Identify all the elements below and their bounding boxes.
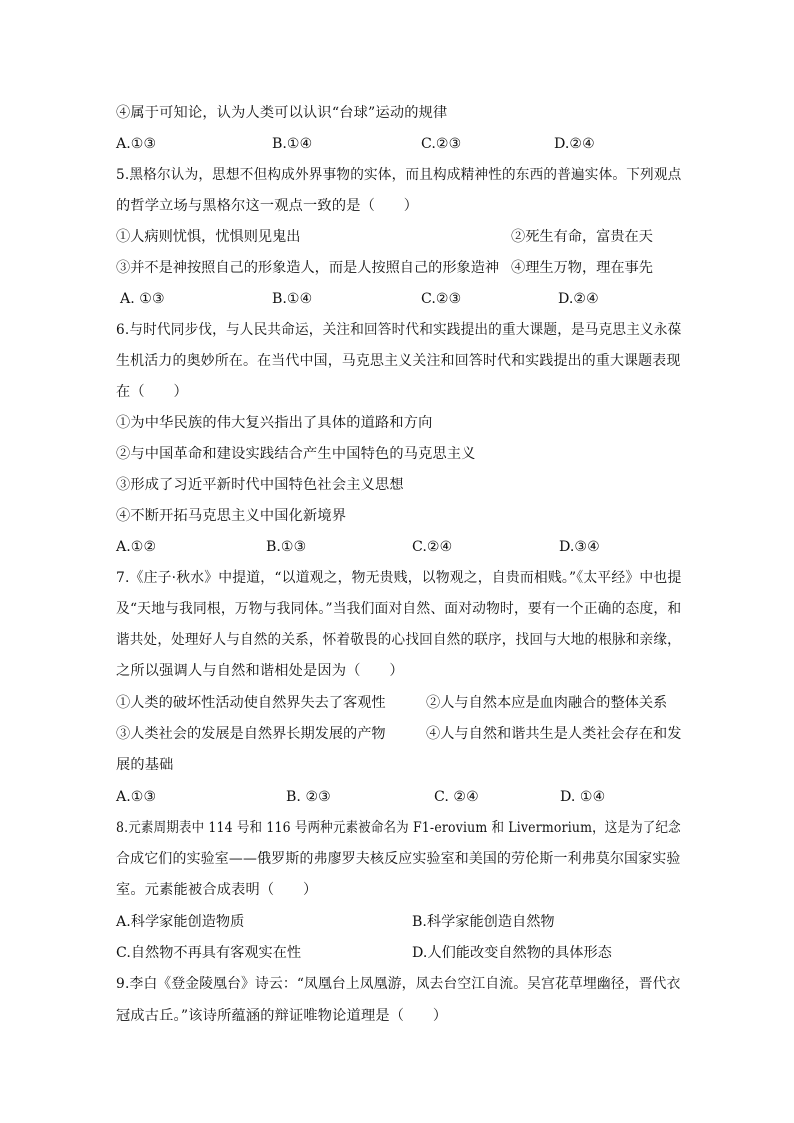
q5-stem-line-2: 的哲学立场与黑格尔这一观点一致的是（ ） bbox=[116, 198, 419, 214]
q7-item-4-continued: 展的基础 bbox=[116, 757, 174, 773]
q5-option-b[interactable]: B.①④ bbox=[272, 291, 313, 307]
q5-item-4: ④理生万物，理在事先 bbox=[511, 260, 653, 276]
q7-option-d[interactable]: D. ①④ bbox=[560, 789, 606, 805]
q6-stem-line-1: 6.与时代同步伐，与人民共命运，关注和回答时代和实践提出的重大课题，是马克思主义永葆 bbox=[116, 322, 682, 338]
q8-stem-line-3: 室。元素能被合成表明（ ） bbox=[116, 882, 318, 898]
q6-stem-line-3: 在（ ） bbox=[116, 384, 188, 400]
q7-option-b[interactable]: B. ②③ bbox=[286, 789, 331, 805]
q5-item-3: ③并不是神按照自己的形象造人，而是人按照自己的形象造神 bbox=[116, 260, 500, 276]
q7-stem-line-3: 谐共处，处理好人与自然的关系，怀着敬畏的心找回自然的联序，找回与大地的根脉和亲缘， bbox=[116, 632, 681, 648]
q5-option-a[interactable]: A. ①③ bbox=[120, 291, 165, 307]
q8-option-d[interactable]: D.人们能改变自然物的具体形态 bbox=[412, 945, 612, 961]
q7-stem-line-1: 7.《庄子·秋水》中提道，“以道观之，物无贵贱，以物观之，自贵而相贱。”《太平经》中也提 bbox=[116, 570, 682, 586]
q6-option-c[interactable]: C.②④ bbox=[412, 539, 453, 555]
q5-option-d[interactable]: D.②④ bbox=[558, 291, 599, 307]
q9-stem-line-1: 9.李白《登金陵凰台》诗云：“凤凰台上凤凰游，凤去台空江自流。吴宫花草埋幽径，晋代衣 bbox=[116, 976, 681, 992]
q5-item-2: ②死生有命，富贵在天 bbox=[511, 229, 653, 245]
q5-stem-line-1: 5.黑格尔认为，思想不但构成外界事物的实体，而且构成精神性的东西的普遍实体。下列观点 bbox=[116, 167, 682, 183]
q9-stem-line-2: 冠成古丘。”该诗所蕴涵的辩证唯物论道理是（ ） bbox=[116, 1008, 448, 1024]
q6-option-a[interactable]: A.①② bbox=[116, 539, 157, 555]
q8-stem-line-1: 8.元素周期表中 114 号和 116 号两种元素被命名为 F1-erovium 和 Livermorium，这是为了纪念 bbox=[116, 820, 681, 836]
q6-option-d[interactable]: D.③④ bbox=[559, 539, 600, 555]
q4-item-4: ④属于可知论，认为人类可以认识“台球”运动的规律 bbox=[116, 105, 448, 121]
q8-option-b[interactable]: B.科学家能创造自然物 bbox=[412, 914, 555, 930]
q7-item-1: ①人类的破坏性活动使自然界失去了客观性 bbox=[116, 695, 386, 711]
q6-item-3: ③形成了习近平新时代中国特色社会主义思想 bbox=[116, 477, 404, 493]
q7-item-2: ②人与自然本应是血肉融合的整体关系 bbox=[426, 695, 668, 711]
q6-item-1: ①为中华民族的伟大复兴指出了具体的道路和方向 bbox=[116, 415, 433, 431]
q5-option-c[interactable]: C.②③ bbox=[421, 291, 462, 307]
q6-item-4: ④不断开拓马克思主义中国化新境界 bbox=[116, 508, 347, 524]
q7-item-4: ④人与自然和谐共生是人类社会存在和发 bbox=[426, 726, 682, 742]
q6-stem-line-2: 生机活力的奥妙所在。在当代中国，马克思主义关注和回答时代和实践提出的重大课题表现 bbox=[116, 353, 681, 369]
q8-stem-line-2: 合成它们的实验室——俄罗斯的弗廖罗夫核反应实验室和美国的劳伦斯一利弗莫尔国家实验 bbox=[116, 851, 681, 867]
q8-option-c[interactable]: C.自然物不再具有客观实在性 bbox=[116, 945, 302, 961]
q4-option-d[interactable]: D.②④ bbox=[554, 136, 595, 152]
q8-option-a[interactable]: A.科学家能创造物质 bbox=[116, 914, 245, 930]
q6-option-b[interactable]: B.①③ bbox=[266, 539, 307, 555]
q4-option-a[interactable]: A.①③ bbox=[116, 136, 157, 152]
q7-option-c[interactable]: C. ②④ bbox=[434, 789, 479, 805]
q4-option-b[interactable]: B.①④ bbox=[272, 136, 313, 152]
q5-item-1: ①人病则忧惧，忧惧则见鬼出 bbox=[116, 229, 301, 245]
q7-item-3: ③人类社会的发展是自然界长期发展的产物 bbox=[116, 726, 386, 742]
q7-option-a[interactable]: A.①③ bbox=[116, 789, 157, 805]
q7-stem-line-4: 之所以强调人与自然和谐相处是因为（ ） bbox=[116, 663, 404, 679]
q7-stem-line-2: 及“天地与我同根，万物与我同体。”当我们面对自然、面对动物时，要有一个正确的态度，和 bbox=[116, 601, 682, 617]
q6-item-2: ②与中国革命和建设实践结合产生中国特色的马克思主义 bbox=[116, 446, 476, 462]
q4-option-c[interactable]: C.②③ bbox=[421, 136, 462, 152]
